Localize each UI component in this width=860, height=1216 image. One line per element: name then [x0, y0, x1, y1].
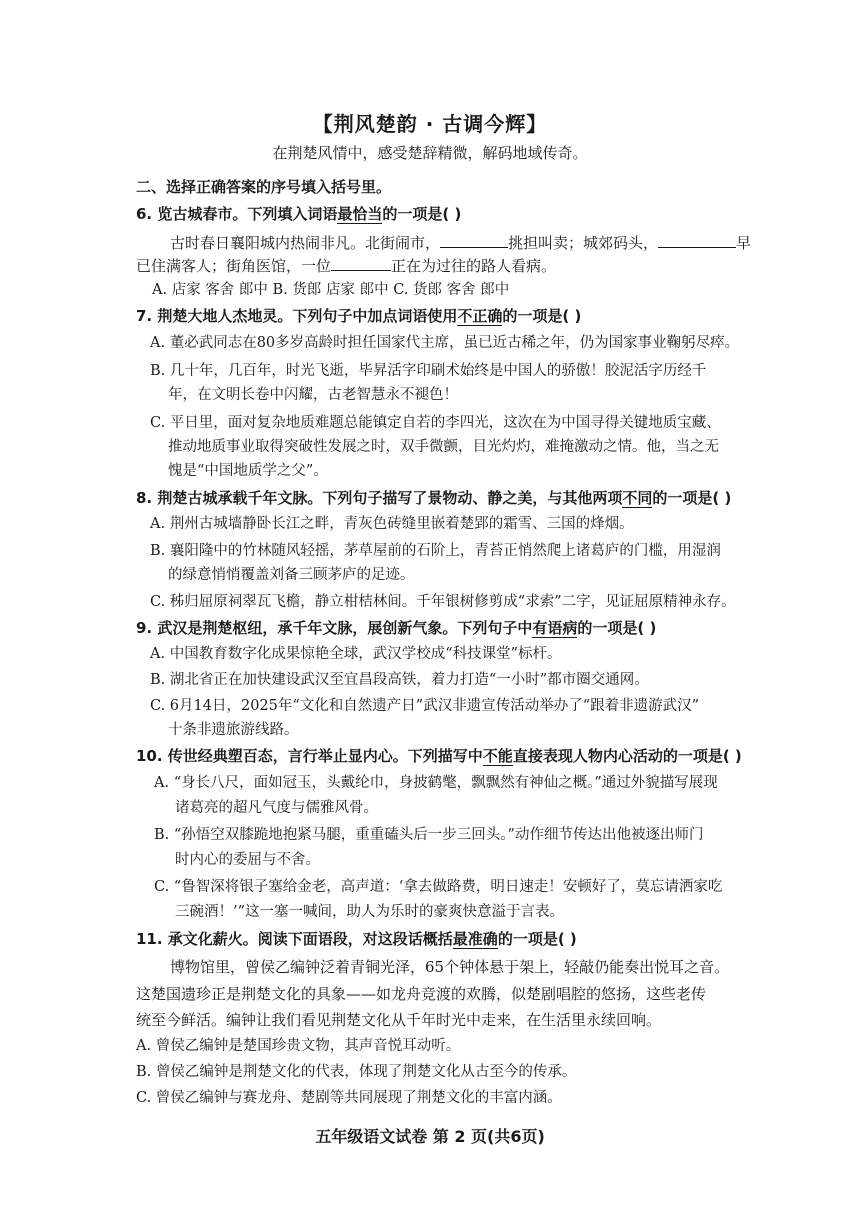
- question-7-stem: 7. 荆楚大地人杰地灵。下列句子中加点词语使用不正确的一项是( ): [136, 307, 582, 325]
- question-6-stem: 6. 览古城春市。下列填入词语最恰当的一项是( ): [136, 205, 462, 223]
- question-8-option-a: A. 荆州古城墙静卧长江之畔，青灰色砖缝里嵌着楚郢的霜雪、三国的烽烟。: [150, 516, 634, 532]
- question-10-stem: 10. 传世经典塑百态，言行举止显内心。下列描写中不能直接表现人物内心活动的一项是( ): [136, 747, 742, 765]
- question-6-passage-line2: 已住满客人；街角医馆，一位 正在为过往的路人看病。: [136, 254, 776, 277]
- question-7-option-c-line3: 愧是“中国地质学之父”。: [168, 463, 328, 479]
- question-8-option-b-line2: 的绿意悄悄覆盖刘备三顾茅庐的足迹。: [168, 567, 415, 583]
- question-9-option-a: A. 中国教育数字化成果惊艳全球，武汉学校成“科技课堂”标杆。: [150, 646, 562, 662]
- question-10-option-c-line2: 三碗酒！’”这一塞一喊间，助人为乐时的豪爽快意溢于言表。: [175, 904, 565, 920]
- question-10-option-b-line1: B. “孙悟空双膝跪地抱紧马腿，重重磕头后一步三回头。”动作细节传达出他被逐出师门: [154, 827, 704, 843]
- question-6-options: A. 店家 客舍 郎中 B. 货郎 店家 郎中 C. 货郎 客舍 郎中: [152, 282, 510, 298]
- page-footer: 五年级语文试卷 第 2 页(共6页): [315, 1127, 545, 1146]
- question-8-stem: 8. 荆楚古城承载千年文脉。下列句子描写了景物动、静之美，与其他两项不同的一项是( ): [136, 489, 732, 507]
- blank-2[interactable]: [658, 231, 736, 248]
- question-8-option-c: C. 秭归屈原祠翠瓦飞檐，静立柑桔林间。千年银树修剪成“求索”二字，见证屈原精神永存。: [150, 594, 736, 610]
- question-9-option-b: B. 湖北省正在加快建设武汉至宜昌段高铁，着力打造“一小时”都市圈交通网。: [150, 672, 649, 688]
- question-10-option-b-line2: 时内心的委屈与不舍。: [175, 852, 320, 868]
- question-8-option-b-line1: B. 襄阳隆中的竹林随风轻摇，茅草屋前的石阶上，青苔正悄然爬上诸葛庐的门槛，用湿润: [150, 543, 721, 559]
- question-7-option-a: A. 董必武同志在80多岁高龄时担任国家代主席，虽已近古稀之年，仍为国家事业鞠躬尽瘁。: [150, 335, 740, 351]
- page-title: 【荆风楚韵 · 古调今辉】: [312, 112, 548, 136]
- question-10-option-a-line2: 诸葛亮的超凡气度与儒雅风骨。: [175, 800, 378, 816]
- section-heading: 二、选择正确答案的序号填入括号里。: [136, 178, 392, 196]
- question-11-option-b: B. 曾侯乙编钟是荆楚文化的代表，体现了荆楚文化从古至今的传承。: [136, 1064, 577, 1080]
- question-11-option-a: A. 曾侯乙编钟是楚国珍贵文物，其声音悦耳动听。: [136, 1038, 461, 1054]
- question-10-option-c-line1: C. “鲁智深将银子塞给金老，高声道：‘拿去做路费，明日速走！安顿好了，莫忘请洒家吃: [154, 879, 723, 895]
- question-11-passage-line2: 这楚国遗珍正是荆楚文化的具象——如龙舟竞渡的欢腾，似楚剧唱腔的悠扬，这些老传: [136, 985, 707, 1003]
- question-9-stem: 9. 武汉是荆楚枢纽，承千年文脉，展创新气象。下列句子中有语病的一项是( ): [136, 619, 657, 637]
- question-6-passage-line1: 古时春日襄阳城内热闹非凡。北街闹市， 挑担叫卖；城郊码头， 早: [170, 231, 780, 254]
- question-11-stem: 11. 承文化薪火。阅读下面语段，对这段话概括最准确的一项是( ): [136, 930, 577, 948]
- blank-1[interactable]: [440, 231, 508, 248]
- question-10-option-a-line1: A. “身长八尺，面如冠玉，头戴纶巾，身披鹤氅，飘飘然有神仙之概。”通过外貌描写展现: [154, 775, 718, 791]
- question-7-option-b-line2: 年，在文明长卷中闪耀，古老智慧永不褪色！: [168, 387, 458, 403]
- question-9-option-c-line2: 十条非遗旅游线路。: [168, 722, 299, 738]
- question-9-option-c-line1: C. 6月14日，2025年“文化和自然遗产日”武汉非遗宣传活动举办了“跟着非遗游武汉”: [150, 698, 700, 714]
- question-7-option-c-line1: C. 平日里，面对复杂地质难题总能镇定自若的李四光，这次在为中国寻得关键地质宝藏、: [150, 415, 721, 431]
- question-7-option-b-line1: B. 几十年，几百年，时光飞逝，毕昇活字印刷术始终是中国人的骄傲！胶泥活字历经千: [150, 363, 707, 379]
- question-11-passage-line1: 博物馆里，曾侯乙编钟泛着青铜光泽，65个钟体悬于架上，轻敲仍能奏出悦耳之音。: [170, 958, 730, 976]
- blank-3[interactable]: [331, 254, 391, 271]
- page-subtitle: 在荆楚风情中，感受楚辞精微，解码地域传奇。: [272, 144, 588, 162]
- question-7-option-c-line2: 推动地质事业取得突破性发展之时，双手微颤，目光灼灼，难掩激动之情。他，当之无: [168, 439, 719, 455]
- question-11-passage-line3: 统至今鲜活。编钟让我们看见荆楚文化从千年时光中走来，在生活里永续回响。: [136, 1011, 662, 1029]
- question-11-option-c: C. 曾侯乙编钟与赛龙舟、楚剧等共同展现了荆楚文化的丰富内涵。: [136, 1090, 562, 1106]
